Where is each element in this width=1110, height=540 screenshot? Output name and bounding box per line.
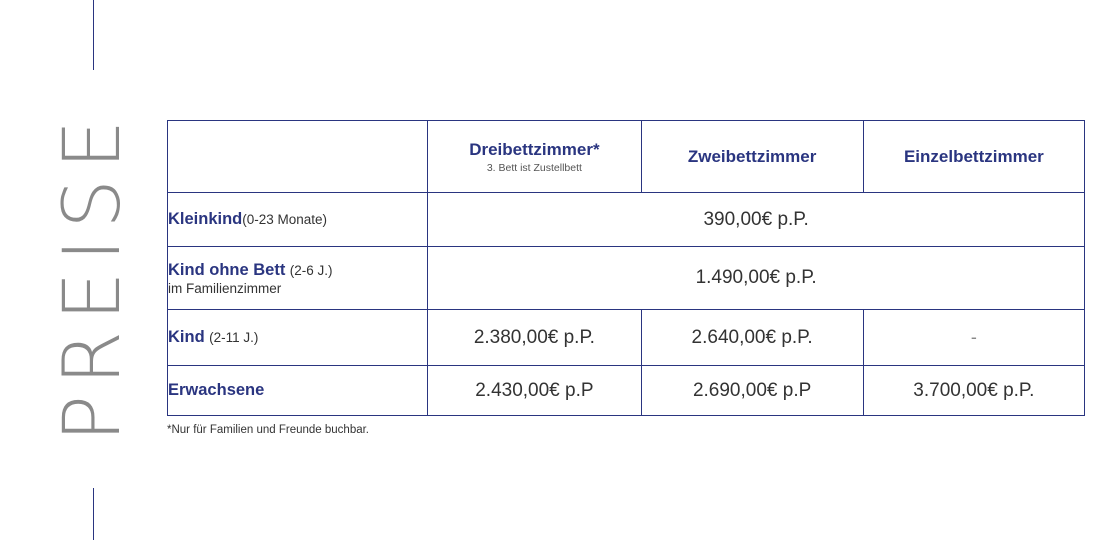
row-label: Erwachsene — [168, 381, 265, 399]
header-label: Einzelbettzimmer — [903, 146, 1044, 166]
header-einzelbettzimmer — [863, 121, 1084, 193]
side-title: PREISE — [48, 109, 138, 443]
footnote: *Nur für Familien und Freunde buchbar. — [167, 424, 369, 436]
header-zweibettzimmer — [641, 121, 863, 193]
row-age-range: (2-6 J.) — [289, 262, 333, 278]
price-cell-einzelbett: - — [863, 310, 1084, 366]
row-age-range: (2-11 J.) — [209, 330, 259, 345]
header-label: Dreibettzimmer* — [469, 139, 600, 159]
price-cell-einzelbett: 3.700,00€ p.P. — [863, 366, 1084, 416]
price-cell-zweibett: 2.640,00€ p.P. — [641, 310, 863, 366]
row-age-range: (0-23 Monate) — [242, 212, 328, 227]
price-table — [167, 120, 1085, 416]
price-cell-dreibett: 2.380,00€ p.P. — [428, 310, 641, 366]
row-label: Kind — [168, 328, 205, 346]
table-row-kleinkind — [168, 193, 1085, 247]
header-empty-cell — [168, 121, 428, 193]
price-cell-spanning: 390,00€ p.P. — [428, 193, 1085, 247]
row-label: Kleinkind — [168, 210, 243, 228]
row-label-cell — [168, 366, 428, 416]
bottom-divider-line — [93, 488, 94, 540]
price-cell-zweibett: 2.690,00€ p.P — [641, 366, 863, 416]
header-subtext: 3. Bett ist Zustellbett — [486, 161, 582, 174]
table-header-row — [168, 121, 1085, 193]
table-row-kind — [168, 310, 1085, 366]
row-label-cell — [168, 310, 428, 366]
top-divider-line — [93, 0, 94, 70]
row-label-cell — [168, 247, 428, 310]
price-cell-dreibett: 2.430,00€ p.P — [428, 366, 641, 416]
header-dreibettzimmer — [428, 121, 641, 193]
row-label-cell — [168, 193, 428, 247]
table-row-kind-ohne-bett — [168, 247, 1085, 310]
table-row-erwachsene — [168, 366, 1085, 416]
price-cell-spanning: 1.490,00€ p.P. — [428, 247, 1085, 310]
row-label-note: im Familienzimmer — [168, 280, 282, 296]
header-label: Zweibettzimmer — [687, 146, 817, 166]
row-label: Kind ohne Bett — [168, 260, 286, 279]
